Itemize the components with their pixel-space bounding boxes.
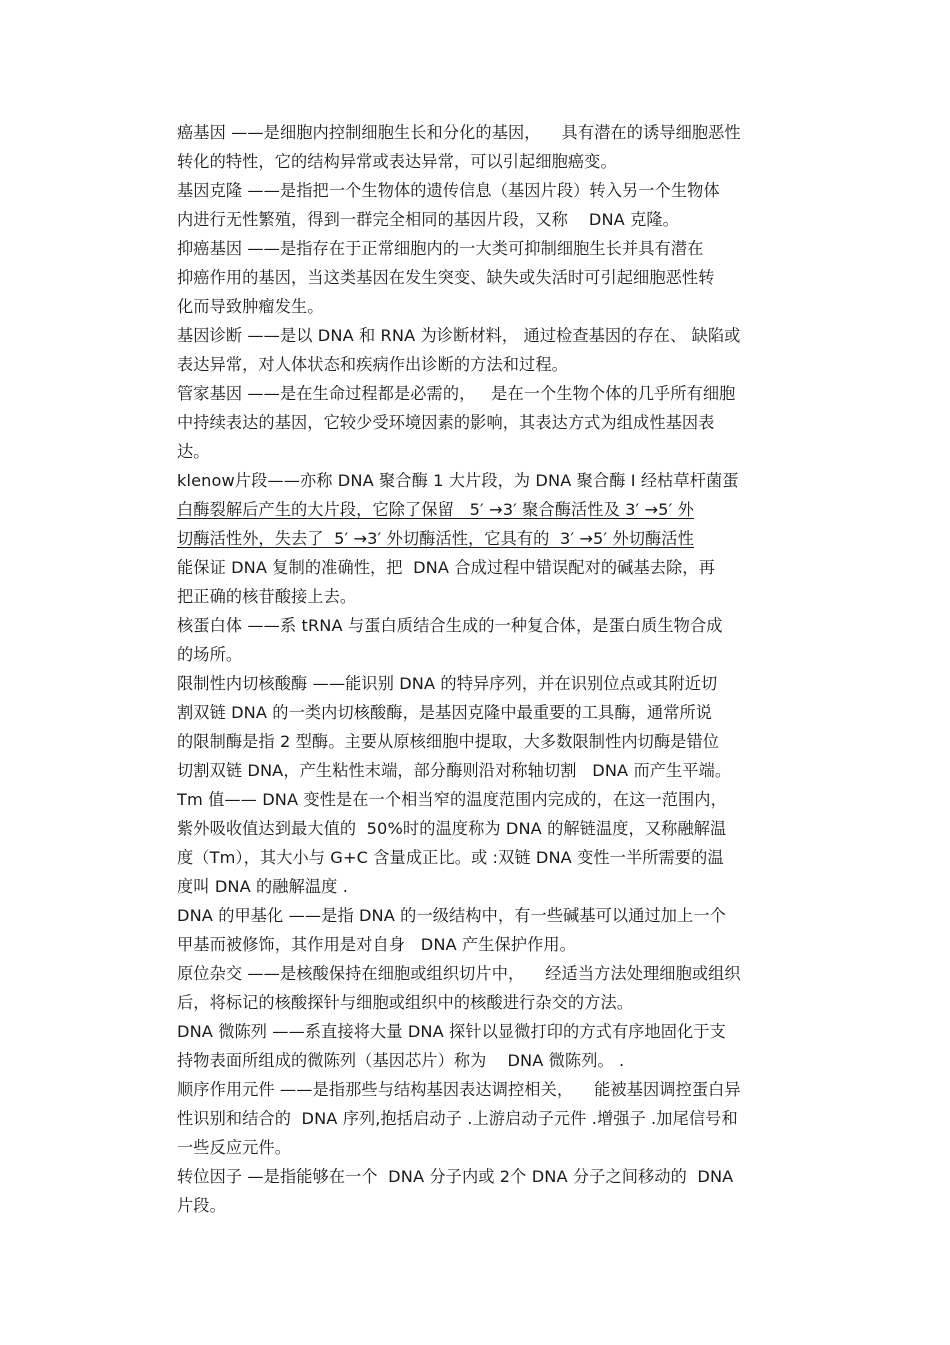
text-line: 化而导致肿瘤发生。	[177, 297, 324, 316]
text-line: 能保证 DNA 复制的准确性，把 DNA 合成过程中错误配对的碱基去除，再	[177, 558, 715, 577]
glossary-entry-in-situ-hybridization	[177, 959, 817, 1017]
text-line: 把正确的核苷酸接上去。	[177, 587, 357, 606]
text-line: 达。	[177, 442, 210, 461]
glossary-entry-tm-value	[177, 785, 817, 901]
text-line: 中持续表达的基因，它较少受环境因素的影响，其表达方式为组成性基因表	[177, 413, 715, 432]
text-line: 转化的特性，它的结构异常或表达异常，可以引起细胞癌变。	[177, 152, 617, 171]
text-line: 的场所。	[177, 645, 243, 664]
text-line-underlined: 白酶裂解后产生的大片段，它除了保留 5′ →3′ 聚合酶活性及 3′ →5′ 外	[177, 500, 694, 519]
glossary-entry-gene-diagnosis	[177, 321, 817, 379]
text-line: 转位因子 —是指能够在一个 DNA 分子内或 2个 DNA 分子之间移动的 DNA	[177, 1167, 734, 1186]
glossary-entry-cis-acting-element	[177, 1075, 817, 1162]
glossary-entry-transposable-element	[177, 1162, 817, 1220]
glossary-entry-ribosome	[177, 611, 817, 669]
text-line: DNA 的甲基化 ——是指 DNA 的一级结构中，有一些碱基可以通过加上一个	[177, 906, 726, 925]
glossary-entry-tumor-suppressor-gene	[177, 234, 817, 321]
text-line: 的限制酶是指 2 型酶。主要从原核细胞中提取，大多数限制性内切酶是错位	[177, 732, 720, 751]
text-line: 癌基因 ——是细胞内控制细胞生长和分化的基因， 具有潜在的诱导细胞恶性	[177, 123, 741, 142]
text-line: 抑癌基因 ——是指存在于正常细胞内的一大类可抑制细胞生长并具有潜在	[177, 239, 704, 258]
text-line: 割双链 DNA 的一类内切核酸酶，是基因克隆中最重要的工具酶，通常所说	[177, 703, 713, 722]
text-line: 顺序作用元件 ——是指那些与结构基因表达调控相关， 能被基因调控蛋白异	[177, 1080, 741, 1099]
text-line: 度叫 DNA 的融解温度 .	[177, 877, 348, 896]
glossary-entry-dna-microarray	[177, 1017, 817, 1075]
text-line: 性识别和结合的 DNA 序列,抱括启动子 .上游启动子元件 .增强子 .加尾信号和	[177, 1109, 738, 1128]
glossary-entry-gene-cloning	[177, 176, 817, 234]
text-line: 甲基而被修饰，其作用是对自身 DNA 产生保护作用。	[177, 935, 576, 954]
text-line: DNA 微陈列 ——系直接将大量 DNA 探针以显微打印的方式有序地固化于支	[177, 1022, 726, 1041]
text-line: 度（Tm），其大小与 G+C 含量成正比。或 :双链 DNA 变性一半所需要的温	[177, 848, 724, 867]
text-line: 片段。	[177, 1196, 226, 1215]
text-line: 核蛋白体 ——系 tRNA 与蛋白质结合生成的一种复合体，是蛋白质生物合成	[177, 616, 723, 635]
text-line: 一些反应元件。	[177, 1138, 292, 1157]
text-line: 基因诊断 ——是以 DNA 和 RNA 为诊断材料， 通过检查基因的存在、 缺陷或	[177, 326, 741, 345]
text-line: 基因克隆 ——是指把一个生物体的遗传信息（基因片段）转入另一个生物体	[177, 181, 720, 200]
glossary-entry-restriction-endonuclease	[177, 669, 817, 785]
text-line: 表达异常，对人体状态和疾病作出诊断的方法和过程。	[177, 355, 568, 374]
text-line: 限制性内切核酸酶 ——能识别 DNA 的特异序列，并在识别位点或其附近切	[177, 674, 718, 693]
text-line-underlined: 切酶活性外，失去了 5′ →3′ 外切酶活性，它具有的 3′ →5′ 外切酶活性	[177, 529, 694, 548]
glossary-body	[177, 118, 817, 1220]
text-line: Tm 值—— DNA 变性是在一个相当窄的温度范围内完成的，在这一范围内，	[177, 790, 727, 809]
text-line: 后，将标记的核酸探针与细胞或组织中的核酸进行杂交的方法。	[177, 993, 634, 1012]
text-line: 管家基因 ——是在生命过程都是必需的， 是在一个生物个体的几乎所有细胞	[177, 384, 736, 403]
glossary-entry-housekeeping-gene	[177, 379, 817, 466]
glossary-entry-klenow-fragment	[177, 466, 817, 611]
text-line: klenow片段——亦称 DNA 聚合酶 1 大片段，为 DNA 聚合酶 I 经枯草杆菌蛋	[177, 471, 739, 490]
text-line: 持物表面所组成的微陈列（基因芯片）称为 DNA 微陈列。 .	[177, 1051, 625, 1070]
text-line: 紫外吸收值达到最大值的 50%时的温度称为 DNA 的解链温度，又称融解温	[177, 819, 727, 838]
text-line: 切割双链 DNA，产生粘性末端，部分酶则沿对称轴切割 DNA 而产生平端。	[177, 761, 732, 780]
glossary-entry-oncogene	[177, 118, 817, 176]
glossary-entry-dna-methylation	[177, 901, 817, 959]
text-line: 抑癌作用的基因，当这类基因在发生突变、缺失或失活时可引起细胞恶性转	[177, 268, 715, 287]
text-line: 内进行无性繁殖，得到一群完全相同的基因片段，又称 DNA 克隆。	[177, 210, 679, 229]
text-line: 原位杂交 ——是核酸保持在细胞或组织切片中， 经适当方法处理细胞或组织	[177, 964, 741, 983]
